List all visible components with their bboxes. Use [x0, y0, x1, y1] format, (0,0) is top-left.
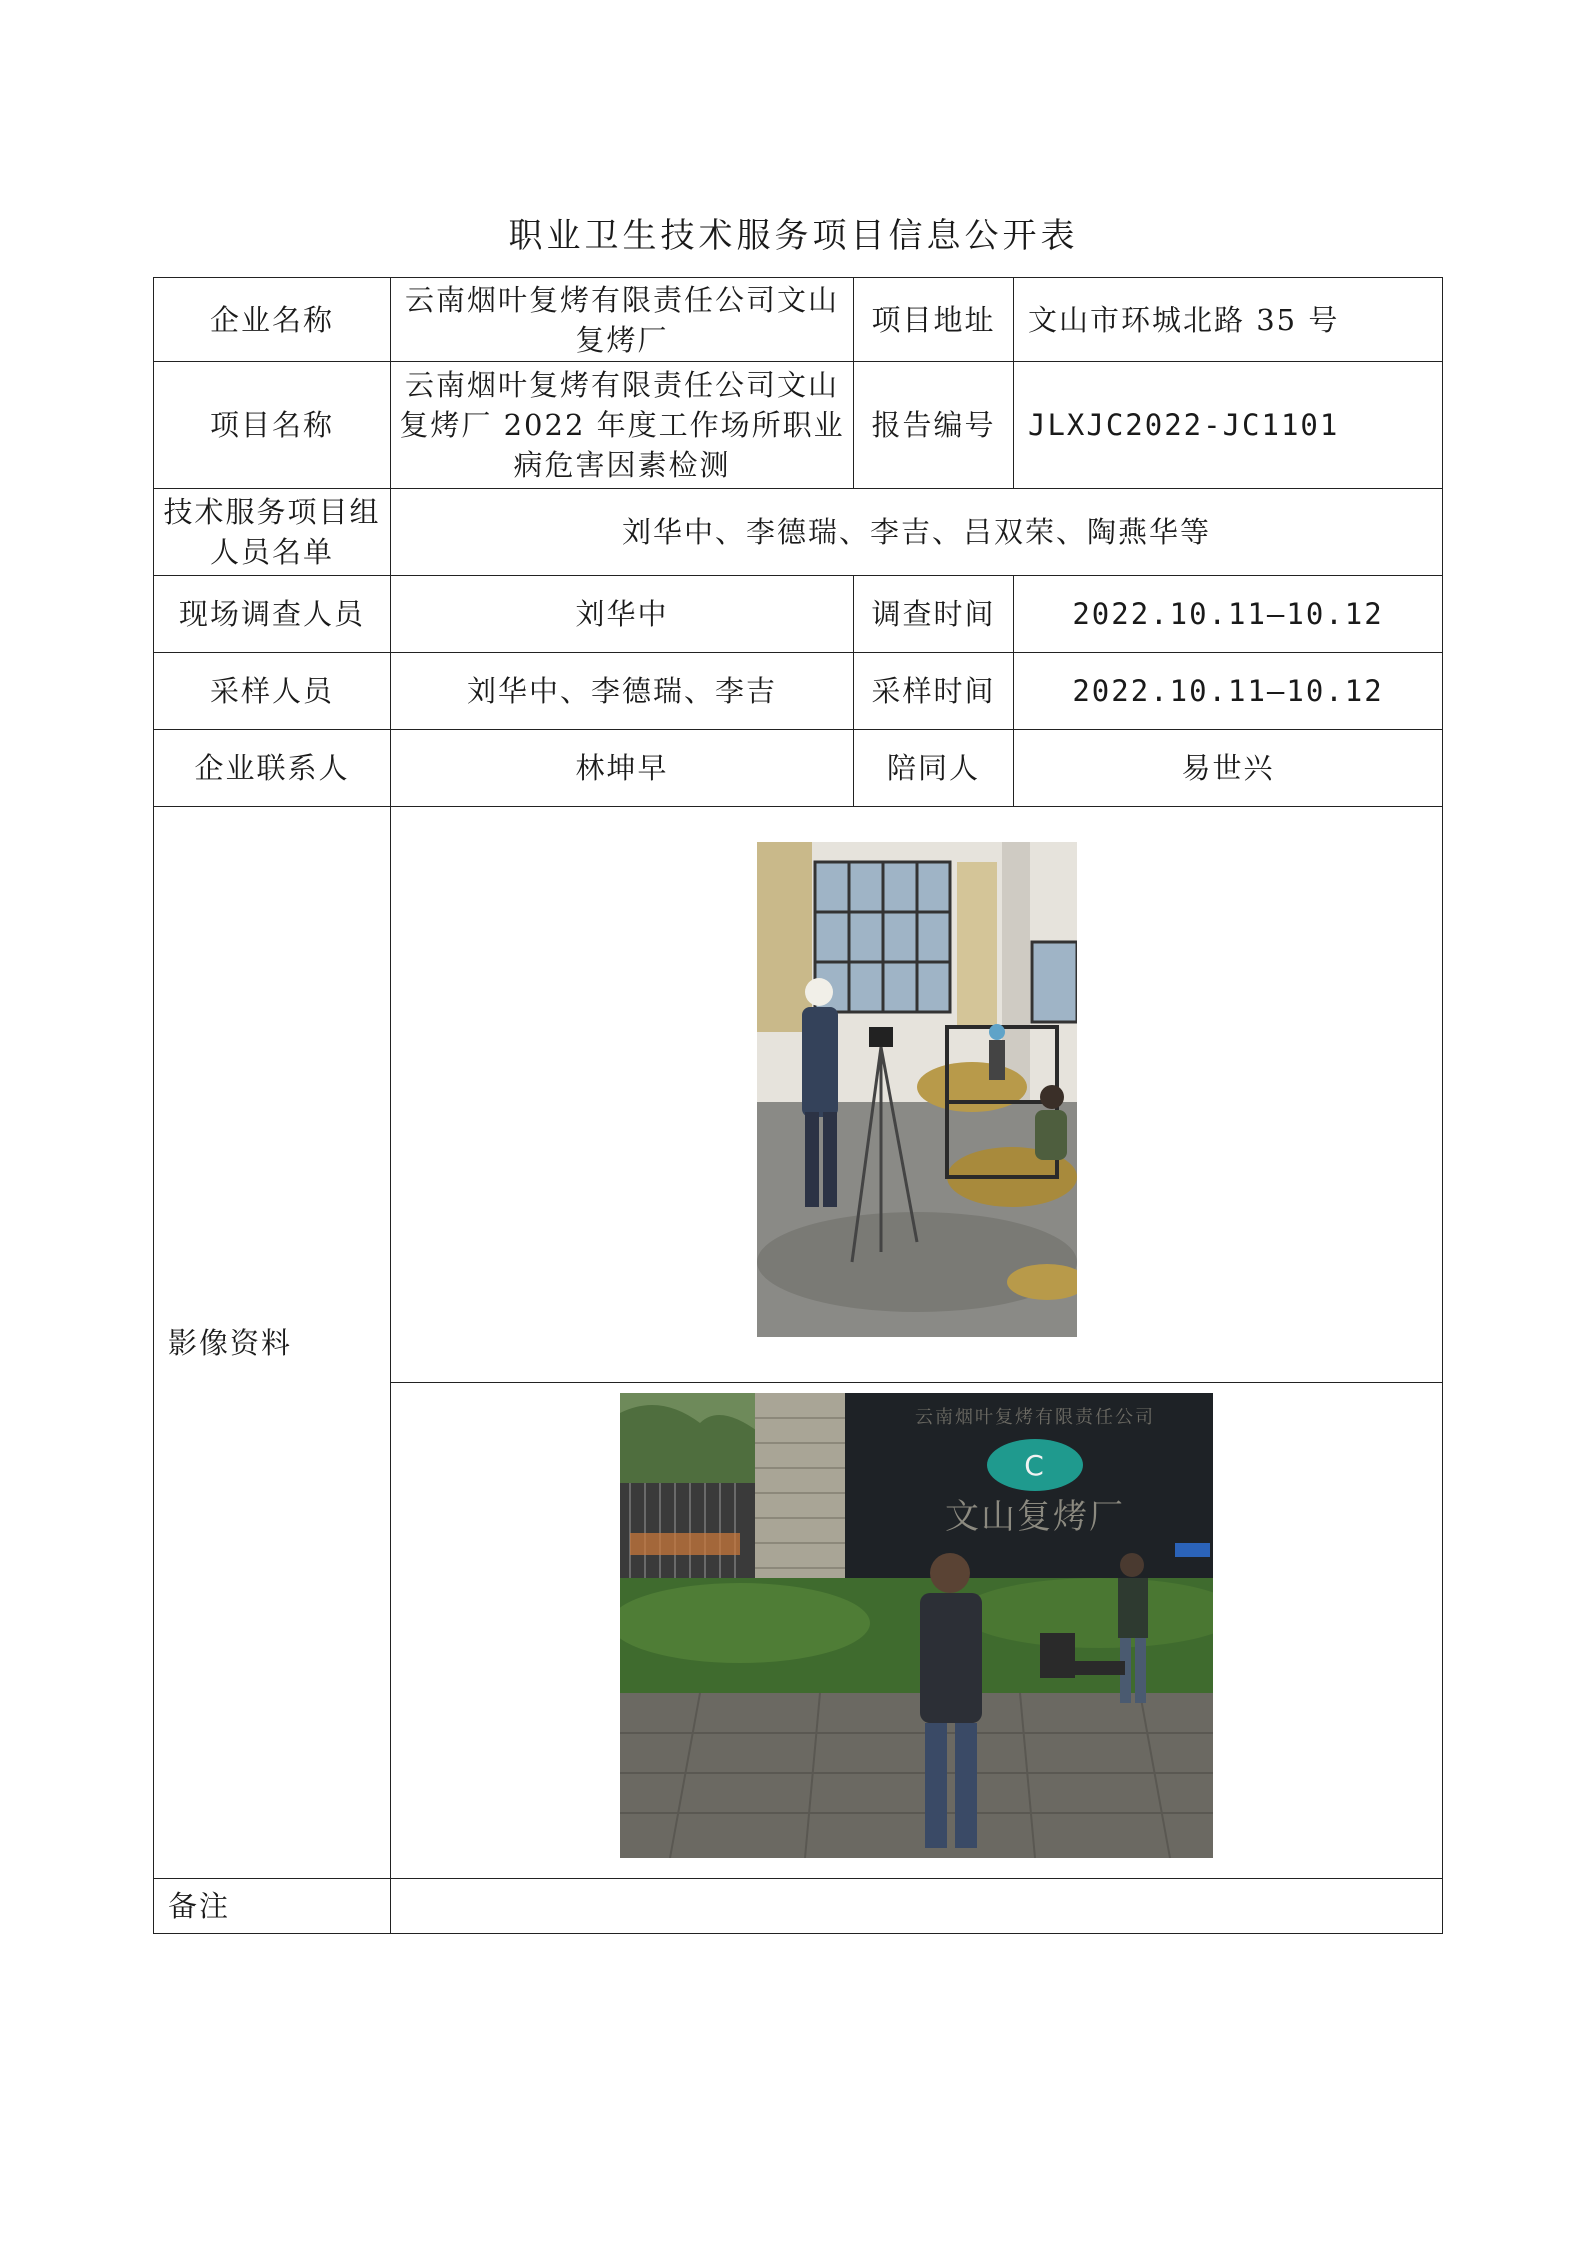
contact-value: 林坤早 [391, 730, 854, 807]
gate-sign-arc: 云南烟叶复烤有限责任公司 [915, 1407, 1155, 1428]
project-label: 项目名称 [154, 362, 391, 489]
table-row [154, 278, 1443, 362]
escort-label: 陪同人 [854, 730, 1014, 807]
address-label: 项目地址 [854, 278, 1014, 362]
table-row [154, 362, 1443, 489]
table-row [154, 489, 1443, 576]
team-label: 技术服务项目组人员名单 [154, 489, 391, 576]
table-row [154, 653, 1443, 730]
escort-value: 易世兴 [1014, 730, 1443, 807]
survey-person-value: 刘华中 [391, 576, 854, 653]
sample-time-label: 采样时间 [854, 653, 1014, 730]
contact-label: 企业联系人 [154, 730, 391, 807]
address-value: 文山市环城北路 35 号 [1014, 278, 1443, 362]
photo-cell-1 [391, 807, 1443, 1383]
table-row [154, 576, 1443, 653]
project-value: 云南烟叶复烤有限责任公司文山复烤厂 2022 年度工作场所职业病危害因素检测 [391, 362, 854, 489]
remarks-value [391, 1879, 1443, 1934]
report-value: JLXJC2022-JC1101 [1014, 362, 1443, 489]
table-row [154, 1879, 1443, 1934]
company-value: 云南烟叶复烤有限责任公司文山复烤厂 [391, 278, 854, 362]
svg-text:C: C [1024, 1449, 1046, 1482]
sampler-label: 采样人员 [154, 653, 391, 730]
page-title: 职业卫生技术服务项目信息公开表 [508, 216, 1079, 256]
table-row [154, 730, 1443, 807]
remarks-label: 备注 [154, 1879, 391, 1934]
company-label: 企业名称 [154, 278, 391, 362]
survey-time-value: 2022.10.11—10.12 [1014, 576, 1443, 653]
report-label: 报告编号 [854, 362, 1014, 489]
sample-time-value: 2022.10.11—10.12 [1014, 653, 1443, 730]
workshop-sampling-photo [757, 842, 1077, 1337]
team-value: 刘华中、李德瑞、李吉、吕双荣、陶燕华等 [391, 489, 1443, 576]
media-label: 影像资料 [154, 807, 391, 1879]
info-table [153, 277, 1443, 1934]
survey-person-label: 现场调查人员 [154, 576, 391, 653]
survey-time-label: 调查时间 [854, 576, 1014, 653]
factory-gate-photo [620, 1393, 1213, 1858]
table-row [154, 807, 1443, 1383]
photo-cell-2 [391, 1383, 1443, 1879]
sampler-value: 刘华中、李德瑞、李吉 [391, 653, 854, 730]
gate-sign-text: 文山复烤厂 [945, 1497, 1125, 1537]
